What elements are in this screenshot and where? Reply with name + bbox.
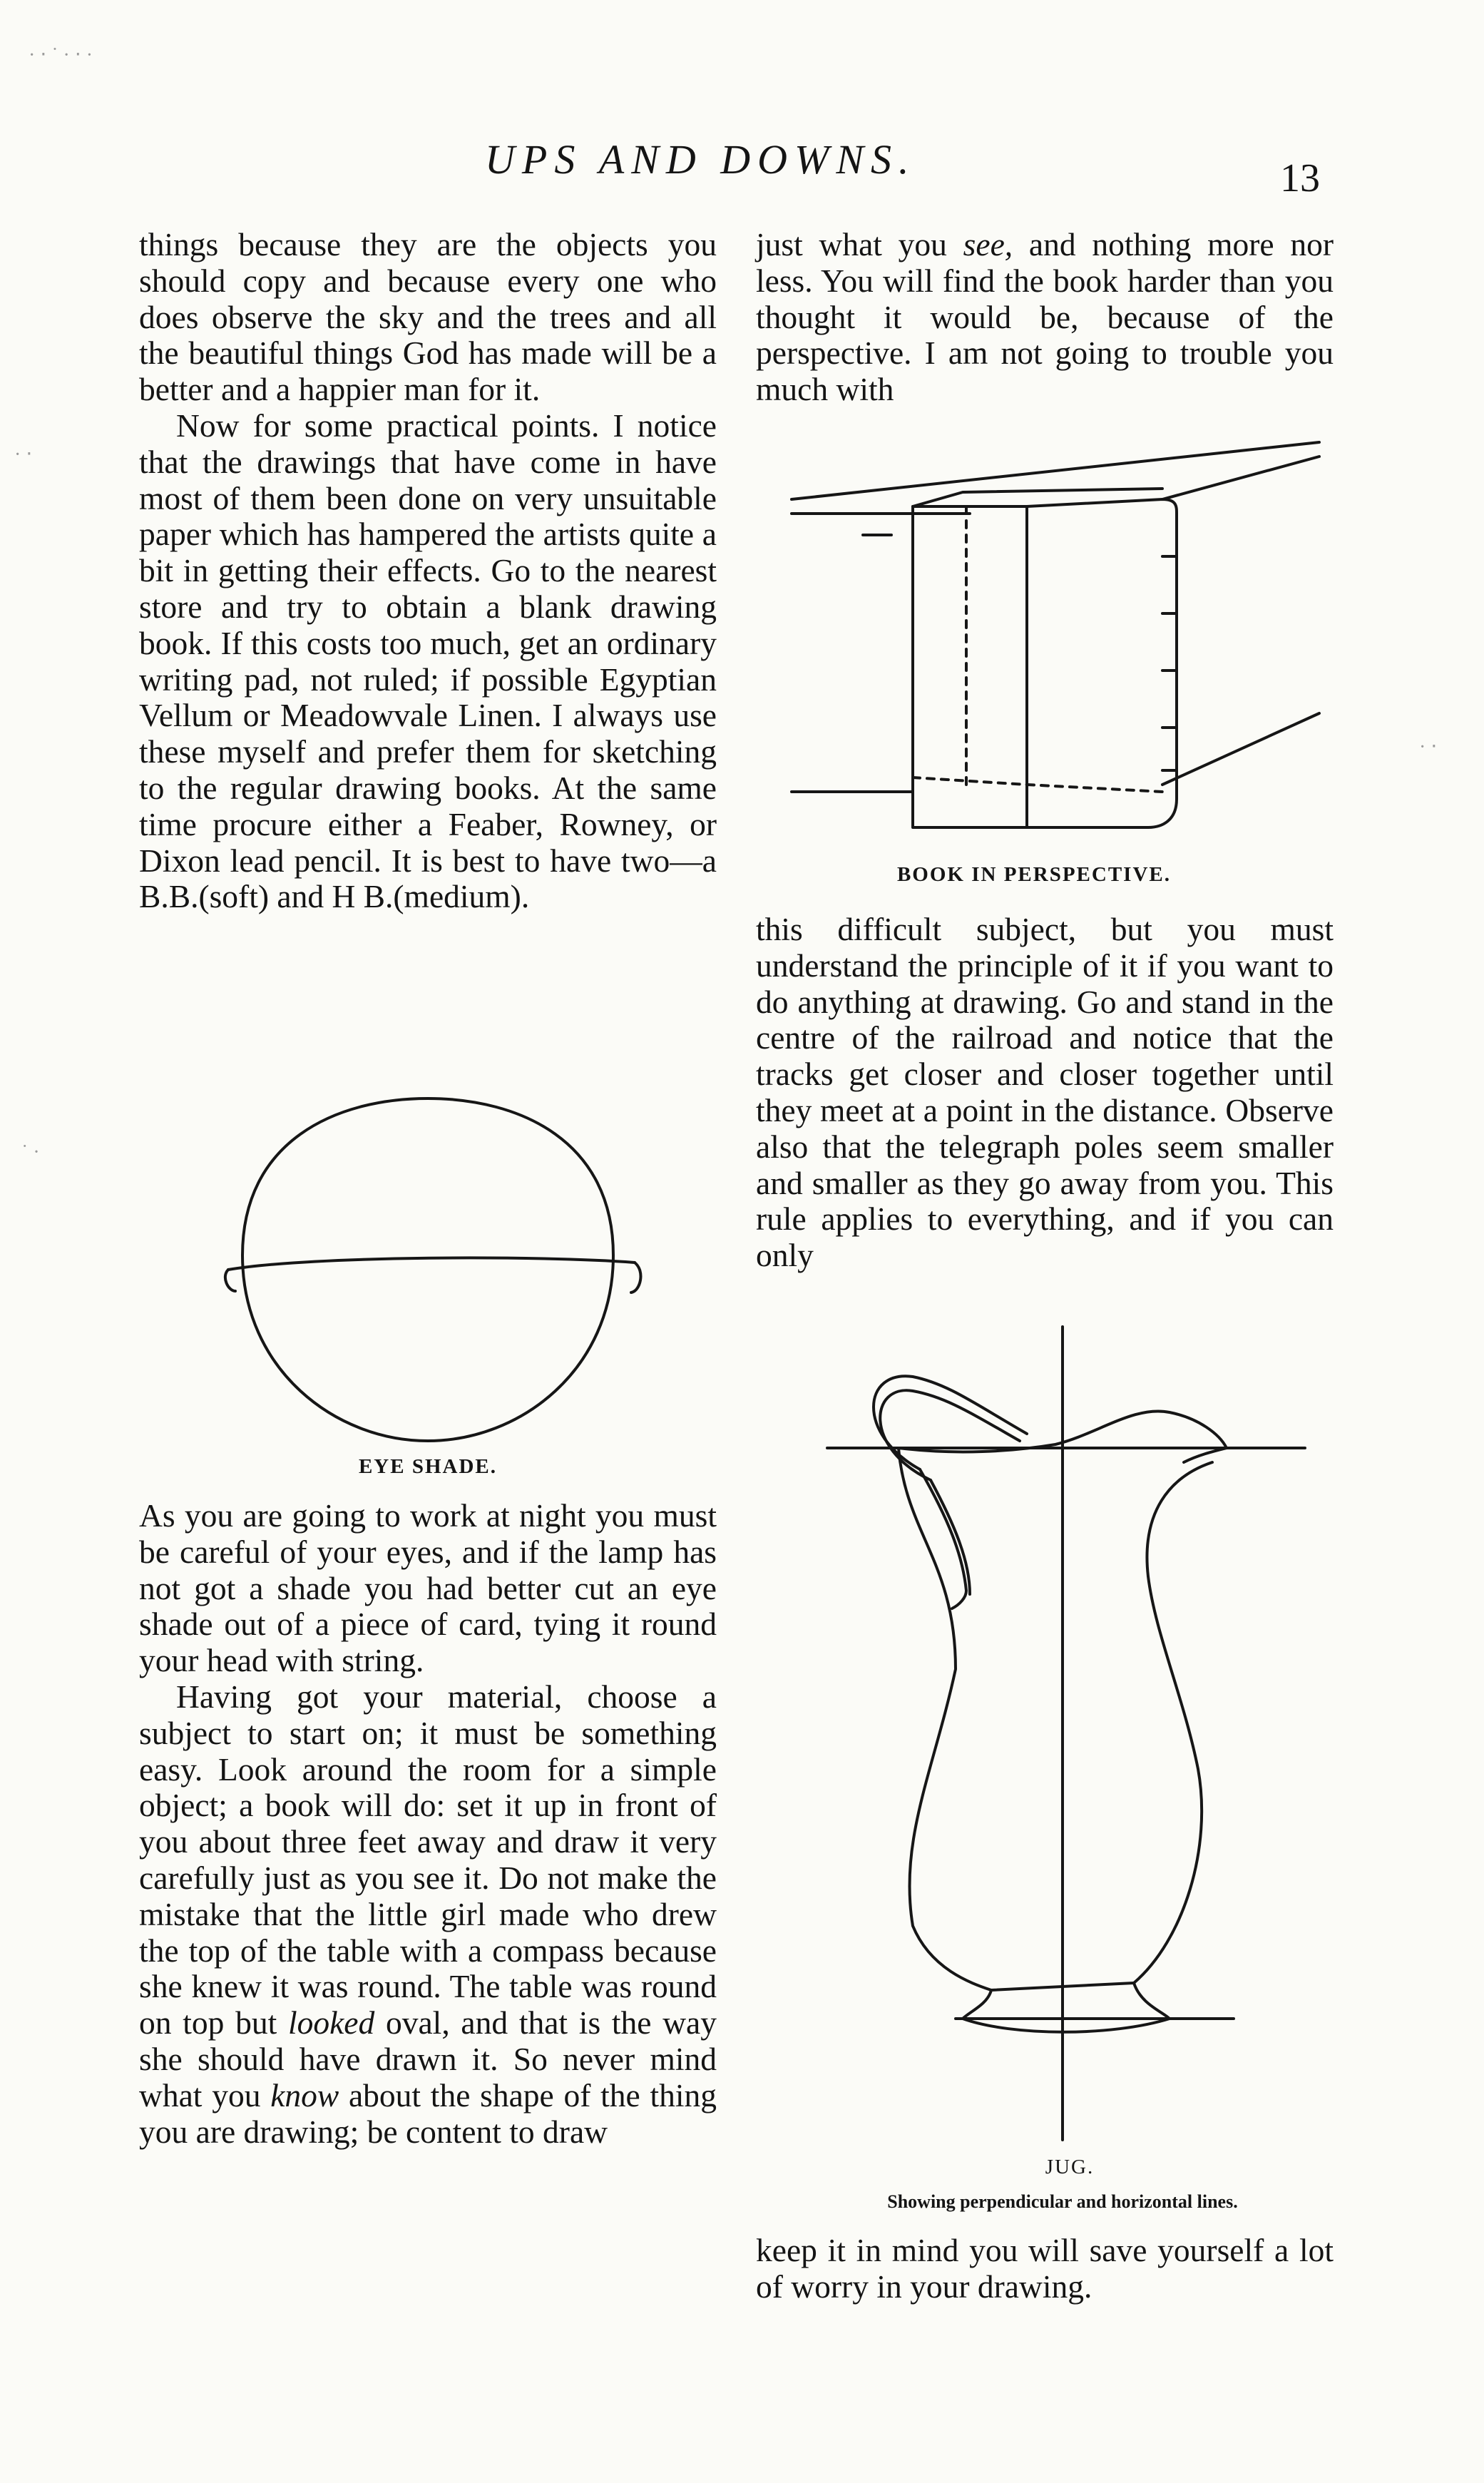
- table-bottom-right: [1162, 713, 1319, 785]
- eye-shade-drawing: [214, 1084, 656, 1469]
- hidden-edge-horizontal: [913, 777, 1027, 785]
- jug-caption: JUG.: [1045, 2156, 1095, 2178]
- page-number: 13: [1280, 156, 1320, 200]
- left-paragraph-3: As you are going to work at night you must be careful of your eyes, and if the lamp has not got a shade you had better cut an eye shade out of a piece of card, tying it round your head with string.: [139, 1497, 717, 1679]
- emphasis-see: see,: [963, 226, 1013, 262]
- left-column-top: [139, 227, 717, 915]
- book-spine: [1027, 499, 1177, 827]
- left-paragraph-4-text-a: Having got your material, choose a subject to start on; it must be something easy. Look around the room for a simple object; a book will do: set it up in front of you about three feet away and draw it very carefully just as you see it. Do not make the mistake that the little girl made who drew the top of the table with a compass because she knew it was round. The table was round on top but: [139, 1678, 717, 2041]
- jug-body-right: [1134, 1462, 1212, 1983]
- jug-foot: [963, 1983, 1170, 2032]
- hidden-edge-horizontal-2: [1027, 785, 1162, 792]
- emphasis-looked: looked: [287, 2004, 375, 2041]
- eye-shade-band: [228, 1258, 635, 1270]
- eye-shade-outline: [242, 1098, 613, 1441]
- page-header: [0, 128, 1484, 200]
- table-front-edge-right: [1162, 457, 1319, 499]
- right-paragraph-3: keep it in mind you will save yourself a lot of worry in your drawing.: [756, 2232, 1334, 2305]
- right-paragraph-2: this difficult subject, but you must understand the principle of it if you want to do anything at drawing. Go and stand in the centre of the railroad and notice that the tracks get closer and closer together until they meet at a point in the distance. Observe also that the telegraph poles seem smaller and smaller as they go away from you. This rule applies to everything, and if you can only: [756, 911, 1334, 1274]
- right-paragraph-1: [756, 227, 1334, 408]
- eye-shade-band-right-end: [631, 1263, 640, 1293]
- scan-speckle: · ‧: [14, 444, 33, 466]
- left-paragraph-1: things because they are the objects you should copy and because every one who does observe the sky and the trees and all the beautiful things God has made will be a better and a happier man for it.: [139, 226, 717, 408]
- left-paragraph-4-text-c: about the shape of the thing you are drawing; be content to draw: [139, 2076, 717, 2150]
- scan-speckle: ˙ ·: [21, 1141, 40, 1163]
- jug-drawing: [813, 1327, 1312, 2140]
- jug-subcaption: Showing perpendicular and horizontal lines.: [887, 2191, 1238, 2212]
- eye-shade-band-left-end: [225, 1270, 235, 1291]
- scan-speckle: · ‧: [1419, 736, 1438, 758]
- right-column-top: [756, 227, 1334, 408]
- book-in-perspective-drawing: [777, 428, 1334, 856]
- left-paragraph-4: [139, 1679, 717, 2150]
- left-column-bottom: [139, 1498, 717, 2150]
- book-top: [913, 489, 1162, 506]
- right-paragraph-1-text-b: and nothing more nor less. You will find the book harder than you thought it would be, because of the perspective. I am not going to trouble you much with: [756, 226, 1334, 408]
- left-paragraph-4-text-b: oval, and that is the way she should have drawn it. So never mind what you: [139, 2004, 717, 2114]
- eye-shade-caption: EYE SHADE.: [358, 1455, 498, 1478]
- scan-speckle: · ‧ ˙ · ‧ ·: [29, 44, 93, 66]
- emphasis-know: know: [270, 2076, 339, 2114]
- running-title: UPS AND DOWNS.: [485, 136, 916, 183]
- right-column-bottom: [756, 2233, 1334, 2305]
- right-paragraph-1-text-a: just what you: [756, 226, 963, 262]
- right-column-middle: [756, 912, 1334, 1274]
- left-paragraph-2: Now for some practical points. I notice that the drawings that have come in have most of them been done on very unsuitable paper which has hampered the artists quite a bit in getting their effects. Go to the nearest store and try to obtain a blank drawing book. If this costs too much, get an ordinary writing pad, not ruled; if possible Egyptian Vellum or Meadowvale Linen. I always use these myself and prefer them for sketching to the regular drawing books. At the same time procure either a Feaber, Rowney, or Dixon lead pencil. It is best to have two—a B.B.(soft) and H B.(medium).: [139, 407, 717, 915]
- book-caption: BOOK IN PERSPECTIVE.: [896, 863, 1172, 886]
- jug-body-left: [899, 1448, 991, 1990]
